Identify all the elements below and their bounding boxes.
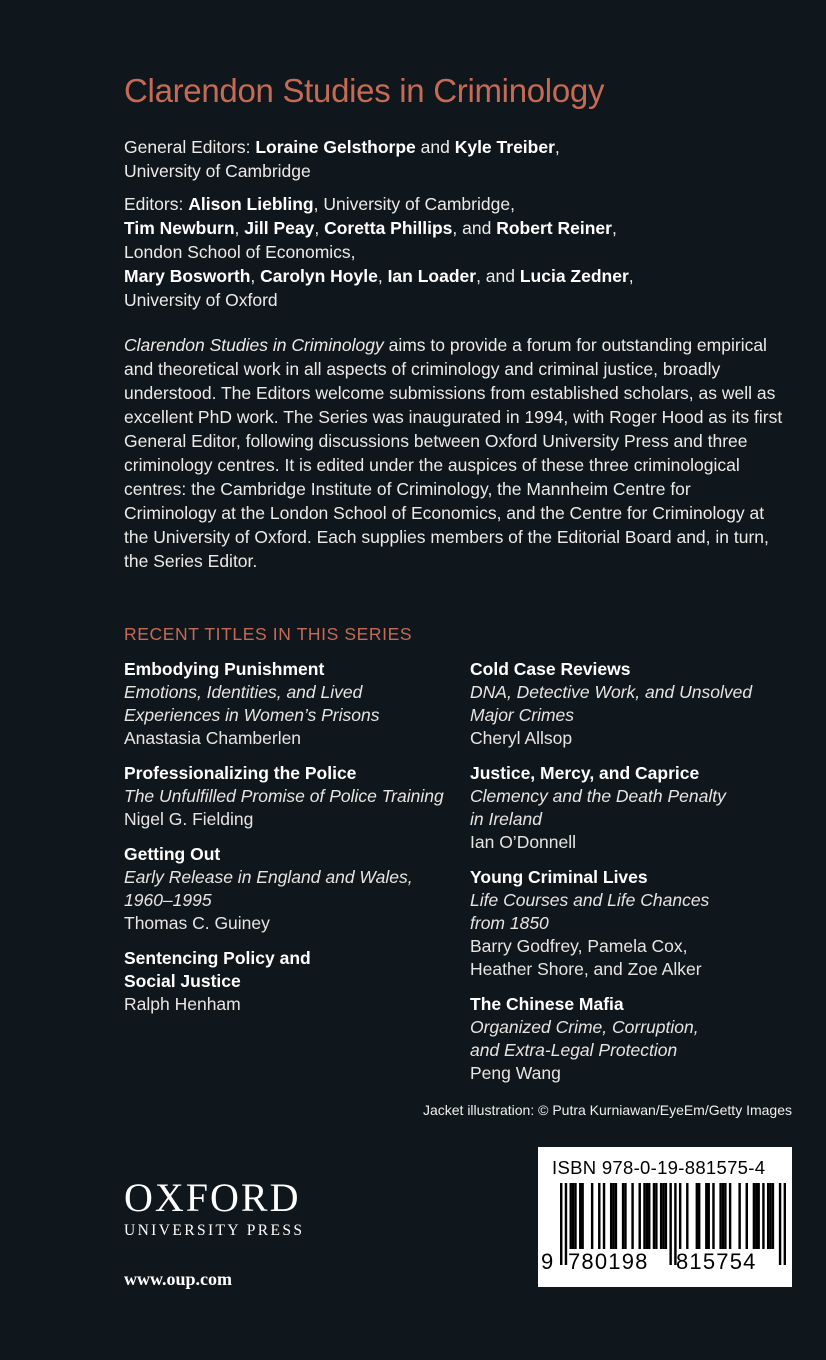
barcode-bar: [705, 1183, 707, 1249]
general-editor-name: Kyle Treiber: [454, 137, 555, 157]
logo-sub: UNIVERSITY PRESS: [124, 1222, 305, 1239]
barcode-bar: [669, 1183, 671, 1265]
barcode-bar: [686, 1183, 688, 1249]
barcode-bar: [653, 1183, 655, 1249]
editor-name: Carolyn Hoyle: [260, 266, 378, 286]
barcode-bar: [603, 1183, 605, 1249]
barcode-bar: [610, 1183, 612, 1249]
series-name-italic: Clarendon Studies in Criminology: [124, 335, 384, 355]
barcode-bar: [624, 1183, 626, 1249]
recent-titles-heading: RECENT TITLES IN THIS SERIES: [124, 624, 413, 644]
editor-name: Mary Bosworth: [124, 266, 251, 286]
series-description-text: aims to provide a forum for outstanding empirical and theoretical work in all aspects of criminology and criminal justice, broadly understood. The Editors welcome submissions from established scholars, as well as excellent PhD work. The Series was inaugurated in 1994, with Roger Hood as its first General Editor, following discussions between Oxford University Press and three criminology centres. It is edited under the auspices of these three criminological centres: the Cambridge Institute of Criminology, the Mannheim Centre for Criminology at the London School of Economics, and the Centre for Criminology at the University of Oxford. Each supplies members of the Editorial Board and, in turn, the Series Editor.: [124, 335, 783, 571]
logo-main: OXFORD: [124, 1175, 301, 1220]
barcode-bar: [612, 1183, 614, 1249]
barcode-bar: [722, 1183, 724, 1249]
barcode-bar: [719, 1183, 721, 1249]
book-author: Peng Wang: [470, 1063, 561, 1083]
book-subtitle: The Unfulfilled Promise of Police Training: [124, 786, 444, 806]
barcode-bar: [622, 1183, 624, 1249]
book-subtitle: Life Courses and Life Chances from 1850: [470, 890, 710, 933]
book-subtitle: Emotions, Identities, and Lived Experiences in Women’s Prisons: [124, 682, 380, 725]
book-entry: [124, 843, 454, 935]
editor-name: Lucia Zedner: [519, 266, 629, 286]
isbn-label: ISBN 978-0-19-881575-4: [552, 1157, 766, 1178]
barcode-digits-group1: 780198: [568, 1249, 649, 1274]
barcode-bar: [784, 1183, 786, 1265]
barcode-bar: [646, 1183, 648, 1249]
editors-list: Editors: Alison Liebling, University of Cambridge, Tim Newburn, Jill Peay, Coretta Phillips, and Robert Reiner, London School of Economics, Mary Bosworth, Carolyn Hoyle, Ian Loader, and Lucia Zedner, University of Oxford: [124, 194, 634, 310]
barcode-bar: [753, 1183, 755, 1249]
book-author: Ian O’Donnell: [470, 832, 577, 852]
book-subtitle: Clemency and the Death Penalty in Ireland: [470, 786, 726, 829]
barcode-bar: [755, 1183, 757, 1249]
barcode-bar: [560, 1183, 562, 1265]
book-entry: [470, 658, 800, 750]
barcode-bar: [729, 1183, 731, 1249]
series-description: [124, 333, 784, 573]
book-title: Justice, Mercy, and Caprice: [470, 763, 700, 783]
book-author: Cheryl Allsop: [470, 728, 573, 748]
book-subtitle: DNA, Detective Work, and Unsolved Major Crimes: [470, 682, 753, 725]
barcode-digit-lead: 9: [541, 1249, 554, 1274]
barcode-bar: [570, 1183, 572, 1249]
barcode-bar: [655, 1183, 657, 1249]
titles-column-left: [124, 658, 454, 1028]
barcode-bar: [724, 1183, 726, 1249]
barcode-bar: [769, 1183, 771, 1249]
editor-name: Tim Newburn: [124, 218, 235, 238]
book-author: Nigel G. Fielding: [124, 809, 254, 829]
book-subtitle: Early Release in England and Wales, 1960–1995: [124, 867, 413, 910]
barcode-bar: [762, 1183, 764, 1249]
book-title: Cold Case Reviews: [470, 659, 631, 679]
barcode-bar: [679, 1183, 681, 1249]
book-entry: [124, 762, 454, 831]
book-title: Professionalizing the Police: [124, 763, 357, 783]
book-title: Young Criminal Lives: [470, 867, 648, 887]
editors-block: [124, 135, 764, 321]
barcode-bar: [660, 1183, 662, 1249]
editor-name: Robert Reiner: [496, 218, 612, 238]
editor-name: Alison Liebling: [188, 194, 314, 214]
barcode-bar: [574, 1183, 576, 1249]
barcode-bar: [707, 1183, 709, 1249]
oxford-logo: [124, 1175, 305, 1240]
barcode-bar: [662, 1183, 664, 1249]
book-subtitle: Organized Crime, Corruption, and Extra-Legal Protection: [470, 1017, 699, 1060]
general-editors: General Editors: Loraine Gelsthorpe and Kyle Treiber, University of Cambridge: [124, 137, 560, 181]
barcode-bar: [772, 1183, 774, 1249]
editor-name: Jill Peay: [244, 218, 315, 238]
titles-column-right: [470, 658, 800, 1097]
barcode-bar: [565, 1183, 567, 1265]
barcode-bar: [696, 1183, 698, 1249]
barcode-bar: [712, 1183, 714, 1249]
editors-affiliation: University of Oxford: [124, 290, 278, 310]
book-author: Ralph Henham: [124, 994, 241, 1014]
barcode-bar: [767, 1183, 769, 1249]
book-title: Sentencing Policy and Social Justice: [124, 948, 311, 991]
general-editor-name: Loraine Gelsthorpe: [255, 137, 416, 157]
book-entry: [124, 658, 454, 750]
barcode-bar: [746, 1183, 748, 1249]
barcode-bar: [598, 1183, 600, 1249]
barcode-bar: [738, 1183, 740, 1249]
book-title: The Chinese Mafia: [470, 994, 624, 1014]
barcode-bar: [648, 1183, 650, 1249]
barcode-digits-group2: 815754: [676, 1249, 757, 1274]
barcode-bar: [631, 1183, 633, 1249]
barcode-bar: [757, 1183, 759, 1249]
barcode-bar: [579, 1183, 581, 1249]
editor-name: Coretta Phillips: [324, 218, 453, 238]
editor-name: Ian Loader: [387, 266, 477, 286]
jacket-illustration-credit: Jacket illustration: © Putra Kurniawan/EyeEm/Getty Images: [422, 1102, 792, 1118]
publisher-url: www.oup.com: [124, 1269, 233, 1289]
general-editors-affiliation: University of Cambridge: [124, 161, 311, 181]
barcode-bar: [665, 1183, 667, 1249]
barcode-bar: [639, 1183, 641, 1249]
barcode-bar: [615, 1183, 617, 1249]
barcode-bar: [779, 1183, 781, 1265]
book-entry: [124, 947, 454, 1016]
book-entry: [470, 866, 800, 981]
barcode-bar: [572, 1183, 574, 1249]
book-entry: [470, 993, 800, 1085]
book-author: Anastasia Chamberlen: [124, 728, 302, 748]
barcode-bar: [643, 1183, 645, 1249]
series-title: Clarendon Studies in Criminology: [124, 72, 605, 109]
book-entry: [470, 762, 800, 854]
book-title: Embodying Punishment: [124, 659, 325, 679]
barcode-bar: [591, 1183, 593, 1249]
book-author: Barry Godfrey, Pamela Cox, Heather Shore, and Zoe Alker: [470, 936, 702, 979]
book-title: Getting Out: [124, 844, 221, 864]
editors-affiliation: London School of Economics,: [124, 242, 356, 262]
book-author: Thomas C. Guiney: [124, 913, 270, 933]
barcode-bar: [698, 1183, 700, 1249]
isbn-barcode-box: [538, 1147, 792, 1287]
barcode-bar: [581, 1183, 583, 1249]
